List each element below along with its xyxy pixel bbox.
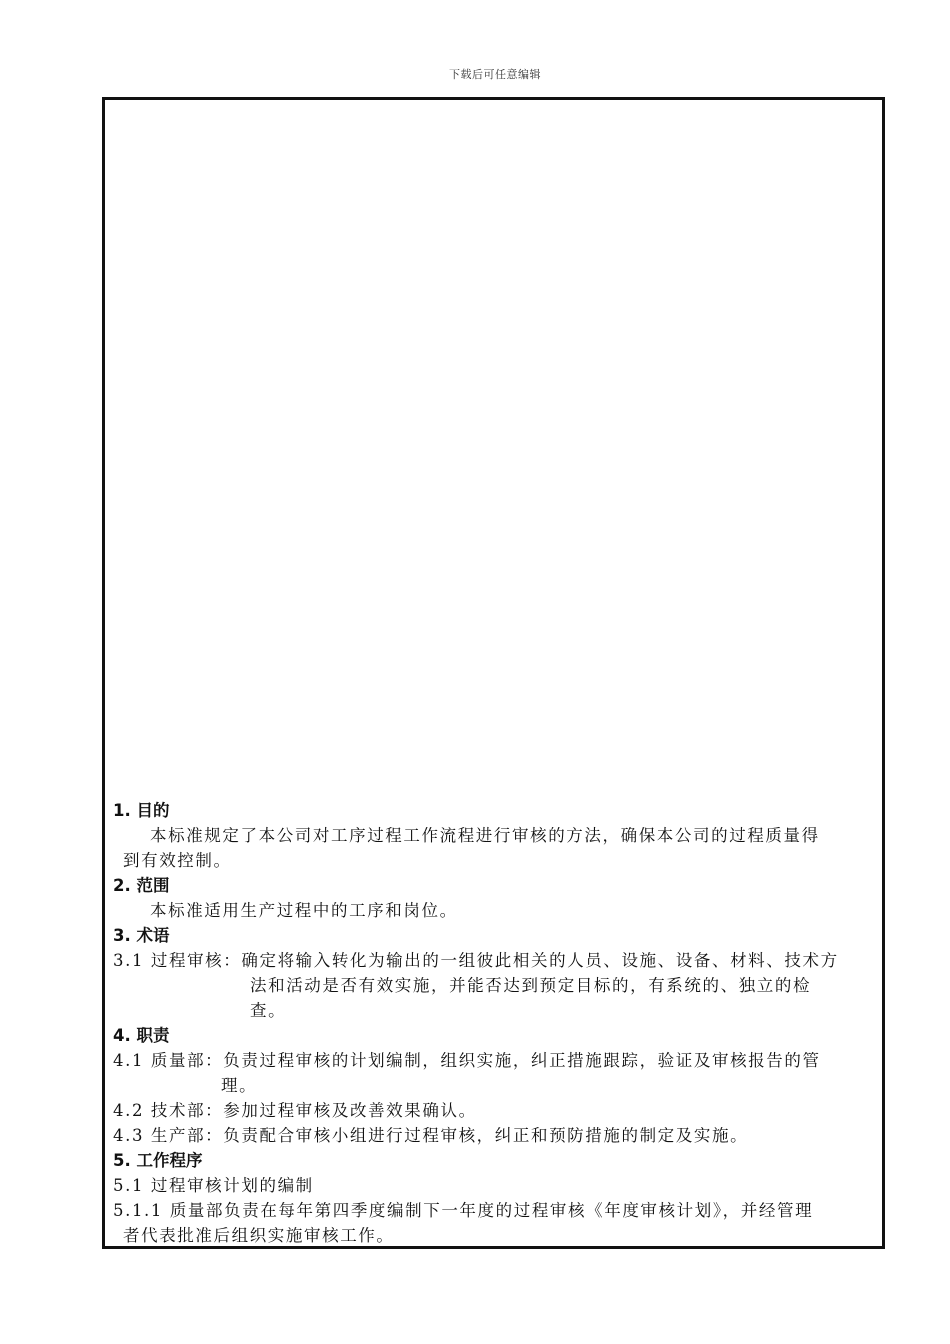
page-header-note: 下载后可任意编辑 bbox=[449, 68, 541, 81]
section-heading-terms: 3. 术语 bbox=[113, 926, 170, 945]
resp-technical-line: 4.2 技术部：参加过程审核及改善效果确认。 bbox=[113, 1101, 477, 1120]
purpose-text-line-2: 到有效控制。 bbox=[123, 851, 232, 870]
resp-production-line: 4.3 生产部：负责配合审核小组进行过程审核，纠正和预防措施的制定及实施。 bbox=[113, 1126, 749, 1145]
procedure-5-1-1-line-2: 者代表批准后组织实施审核工作。 bbox=[123, 1226, 395, 1245]
section-heading-scope: 2. 范围 bbox=[113, 876, 170, 895]
scope-text-line-1: 本标准适用生产过程中的工序和岗位。 bbox=[150, 901, 458, 920]
document-content bbox=[113, 798, 874, 1248]
procedure-5-1-1-line-1: 5.1.1 质量部负责在每年第四季度编制下一年度的过程审核《年度审核计划》，并经管理 bbox=[113, 1201, 814, 1220]
resp-quality-line-1: 4.1 质量部：负责过程审核的计划编制，组织实施，纠正措施跟踪，验证及审核报告的管 bbox=[113, 1051, 821, 1070]
section-heading-responsibilities: 4. 职责 bbox=[113, 1026, 170, 1045]
purpose-text-line-1: 本标准规定了本公司对工序过程工作流程进行审核的方法，确保本公司的过程质量得 bbox=[150, 826, 820, 845]
term-process-audit-line-2: 法和活动是否有效实施，并能否达到预定目标的，有系统的、独立的检 bbox=[250, 976, 812, 995]
procedure-5-1-line: 5.1 过程审核计划的编制 bbox=[113, 1176, 314, 1195]
term-process-audit-line-1: 3.1 过程审核：确定将输入转化为输出的一组彼此相关的人员、设施、设备、材料、技术方 bbox=[113, 951, 839, 970]
section-heading-procedure: 5. 工作程序 bbox=[113, 1151, 203, 1170]
resp-quality-line-2: 理。 bbox=[221, 1076, 258, 1095]
term-process-audit-line-3: 查。 bbox=[250, 1001, 287, 1020]
document-frame bbox=[102, 97, 885, 1249]
section-heading-purpose: 1. 目的 bbox=[113, 801, 170, 820]
